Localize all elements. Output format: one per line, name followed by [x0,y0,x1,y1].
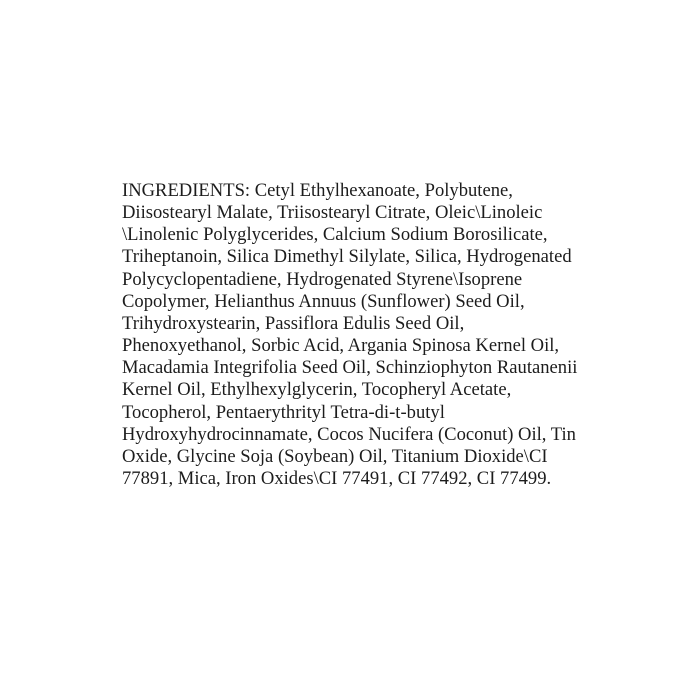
ingredients-line: Diisostearyl Malate, Triisostearyl Citrate, Oleic\Linoleic [122,202,543,224]
ingredients-line: Trihydroxystearin, Passiflora Edulis Seed Oil, [122,312,465,334]
ingredients-line: Hydroxyhydrocinnamate, Cocos Nucifera (Coconut) Oil, Tin [122,423,576,445]
ingredients-line: Polycyclopentadiene, Hydrogenated Styrene\Isoprene [122,268,523,290]
ingredients-label [122,180,582,490]
ingredients-line: Copolymer, Helianthus Annuus (Sunflower) Seed Oil, [122,290,525,312]
ingredients-line: \Linolenic Polyglycerides, Calcium Sodium Borosilicate, [122,224,548,246]
ingredients-line: Triheptanoin, Silica Dimethyl Silylate, Silica, Hydrogenated [122,246,572,268]
ingredients-line: INGREDIENTS: Cetyl Ethylhexanoate, Polybutene, [122,180,513,201]
ingredients-line: 77891, Mica, Iron Oxides\CI 77491, CI 77492, CI 77499. [122,468,552,490]
ingredients-line: Macadamia Integrifolia Seed Oil, Schinziophyton Rautanenii [122,357,578,379]
ingredients-line: Tocopherol, Pentaerythrityl Tetra-di-t-butyl [122,401,445,423]
ingredients-line: Oxide, Glycine Soja (Soybean) Oil, Titanium Dioxide\CI [122,445,548,467]
ingredients-line: Kernel Oil, Ethylhexylglycerin, Tocopheryl Acetate, [122,379,512,401]
ingredients-line: Phenoxyethanol, Sorbic Acid, Argania Spinosa Kernel Oil, [122,335,560,357]
